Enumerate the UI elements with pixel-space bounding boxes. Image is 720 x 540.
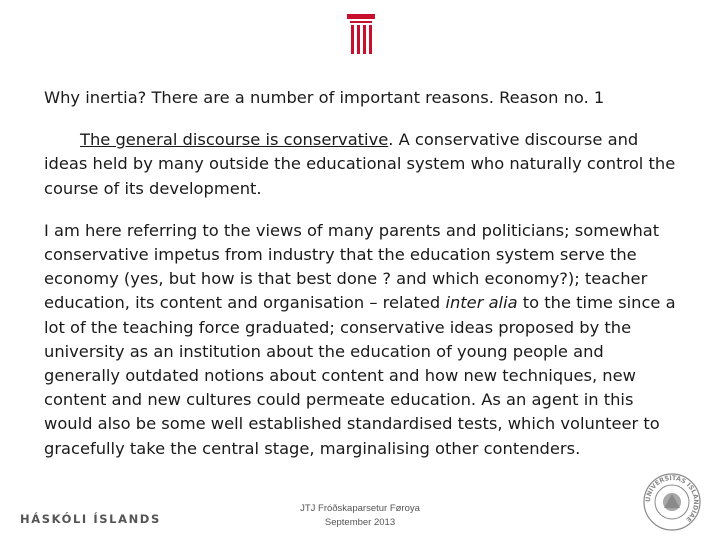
footer-credit-line1: JTJ Fróðskaparsetur Føroya — [300, 503, 420, 514]
university-logo-icon — [347, 14, 375, 54]
slide-body — [44, 86, 684, 461]
seal-ring-text: UNIVERSITAS ISLANDIAE — [643, 473, 701, 524]
footer-credit-line2: September 2013 — [324, 517, 396, 528]
reason-heading: The general discourse is conservative — [80, 130, 389, 150]
footer-university-name: HÁSKÓLI ÍSLANDS — [20, 512, 161, 526]
detail-text-1: I am here referring to the views of many parents and politicians; somewhat conservative impetus from industry that the education system serve the economy (yes, but how is that best done ? and which economy?); teacher education, its content and organisation – related — [44, 220, 660, 313]
university-seal-icon — [642, 472, 702, 532]
paragraph-reason — [44, 128, 684, 201]
detail-italic: inter alia — [445, 293, 518, 313]
paragraph-intro: Why inertia? There are a number of important reasons. Reason no. 1 — [44, 88, 605, 107]
detail-text-2: to the time since a lot of the teaching force graduated; conservative ideas proposed by the university as an institution about the education of young people and generally outdated notions about content and how new techniques, new content and new cultures could permeate education. As an agent in this would also be some well established standardised tests, which volunteer to gracefully take the central stage, marginalising other contenders. — [44, 293, 676, 458]
reason-text: . A conservative discourse and ideas held by many outside the educational system who naturally control the course of its development. — [44, 130, 676, 198]
footer-credit — [240, 502, 480, 530]
paragraph-detail — [44, 219, 684, 461]
